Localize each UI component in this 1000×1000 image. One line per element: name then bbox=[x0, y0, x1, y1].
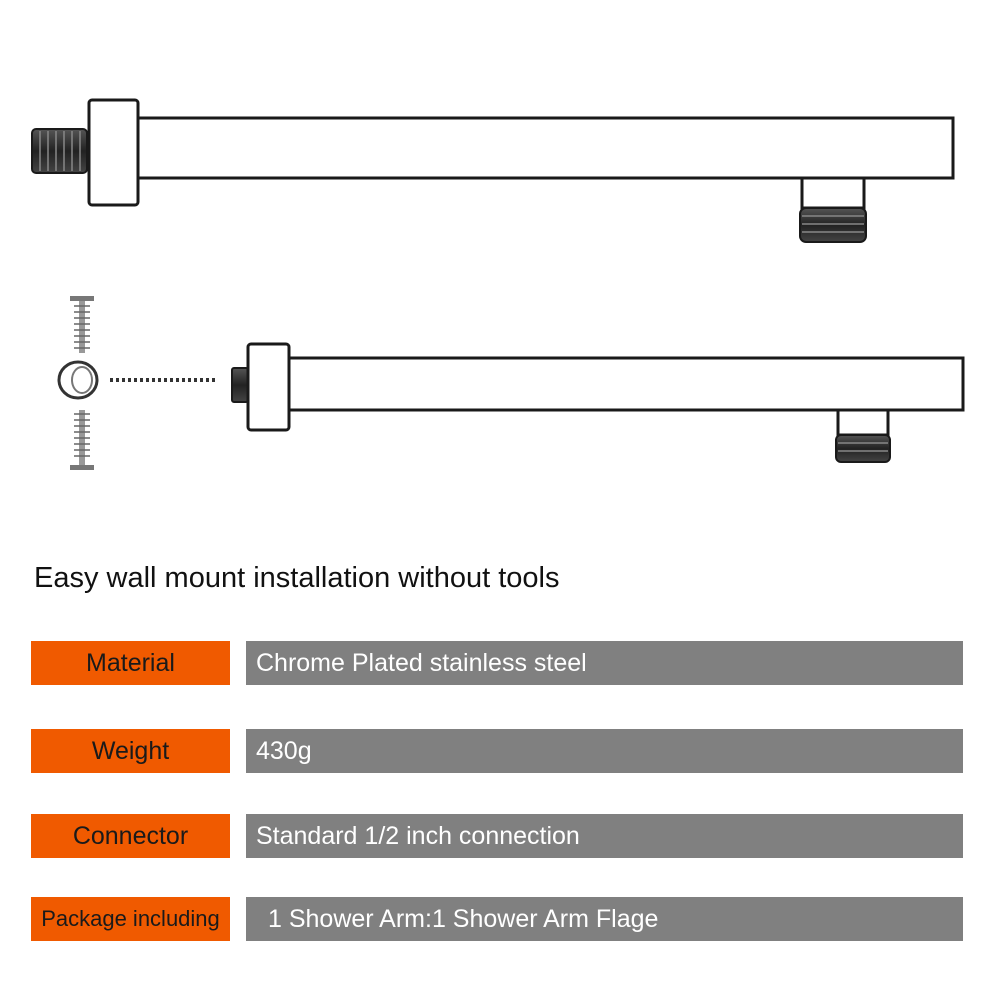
spec-value: 430g bbox=[246, 729, 963, 773]
shower-arm-bottom-drawing bbox=[232, 344, 963, 462]
spec-label: Weight bbox=[31, 729, 230, 773]
spec-value: Chrome Plated stainless steel bbox=[246, 641, 963, 685]
spec-value: Standard 1/2 inch connection bbox=[246, 814, 963, 858]
screw-icon bbox=[70, 296, 94, 353]
screw-icon bbox=[70, 410, 94, 470]
spec-row-package bbox=[31, 897, 963, 941]
spec-label: Material bbox=[31, 641, 230, 685]
spec-row-connector bbox=[31, 814, 963, 858]
spec-label: Package including bbox=[31, 897, 230, 941]
shower-arm-top-drawing bbox=[32, 100, 953, 242]
spec-row-material bbox=[31, 641, 963, 685]
spec-row-weight bbox=[31, 729, 963, 773]
headline: Easy wall mount installation without tools bbox=[34, 562, 560, 594]
spec-label: Connector bbox=[31, 814, 230, 858]
flange-ring-icon bbox=[59, 362, 97, 398]
installation-drawing bbox=[59, 296, 963, 470]
spec-value: 1 Shower Arm:1 Shower Arm Flage bbox=[246, 897, 963, 941]
